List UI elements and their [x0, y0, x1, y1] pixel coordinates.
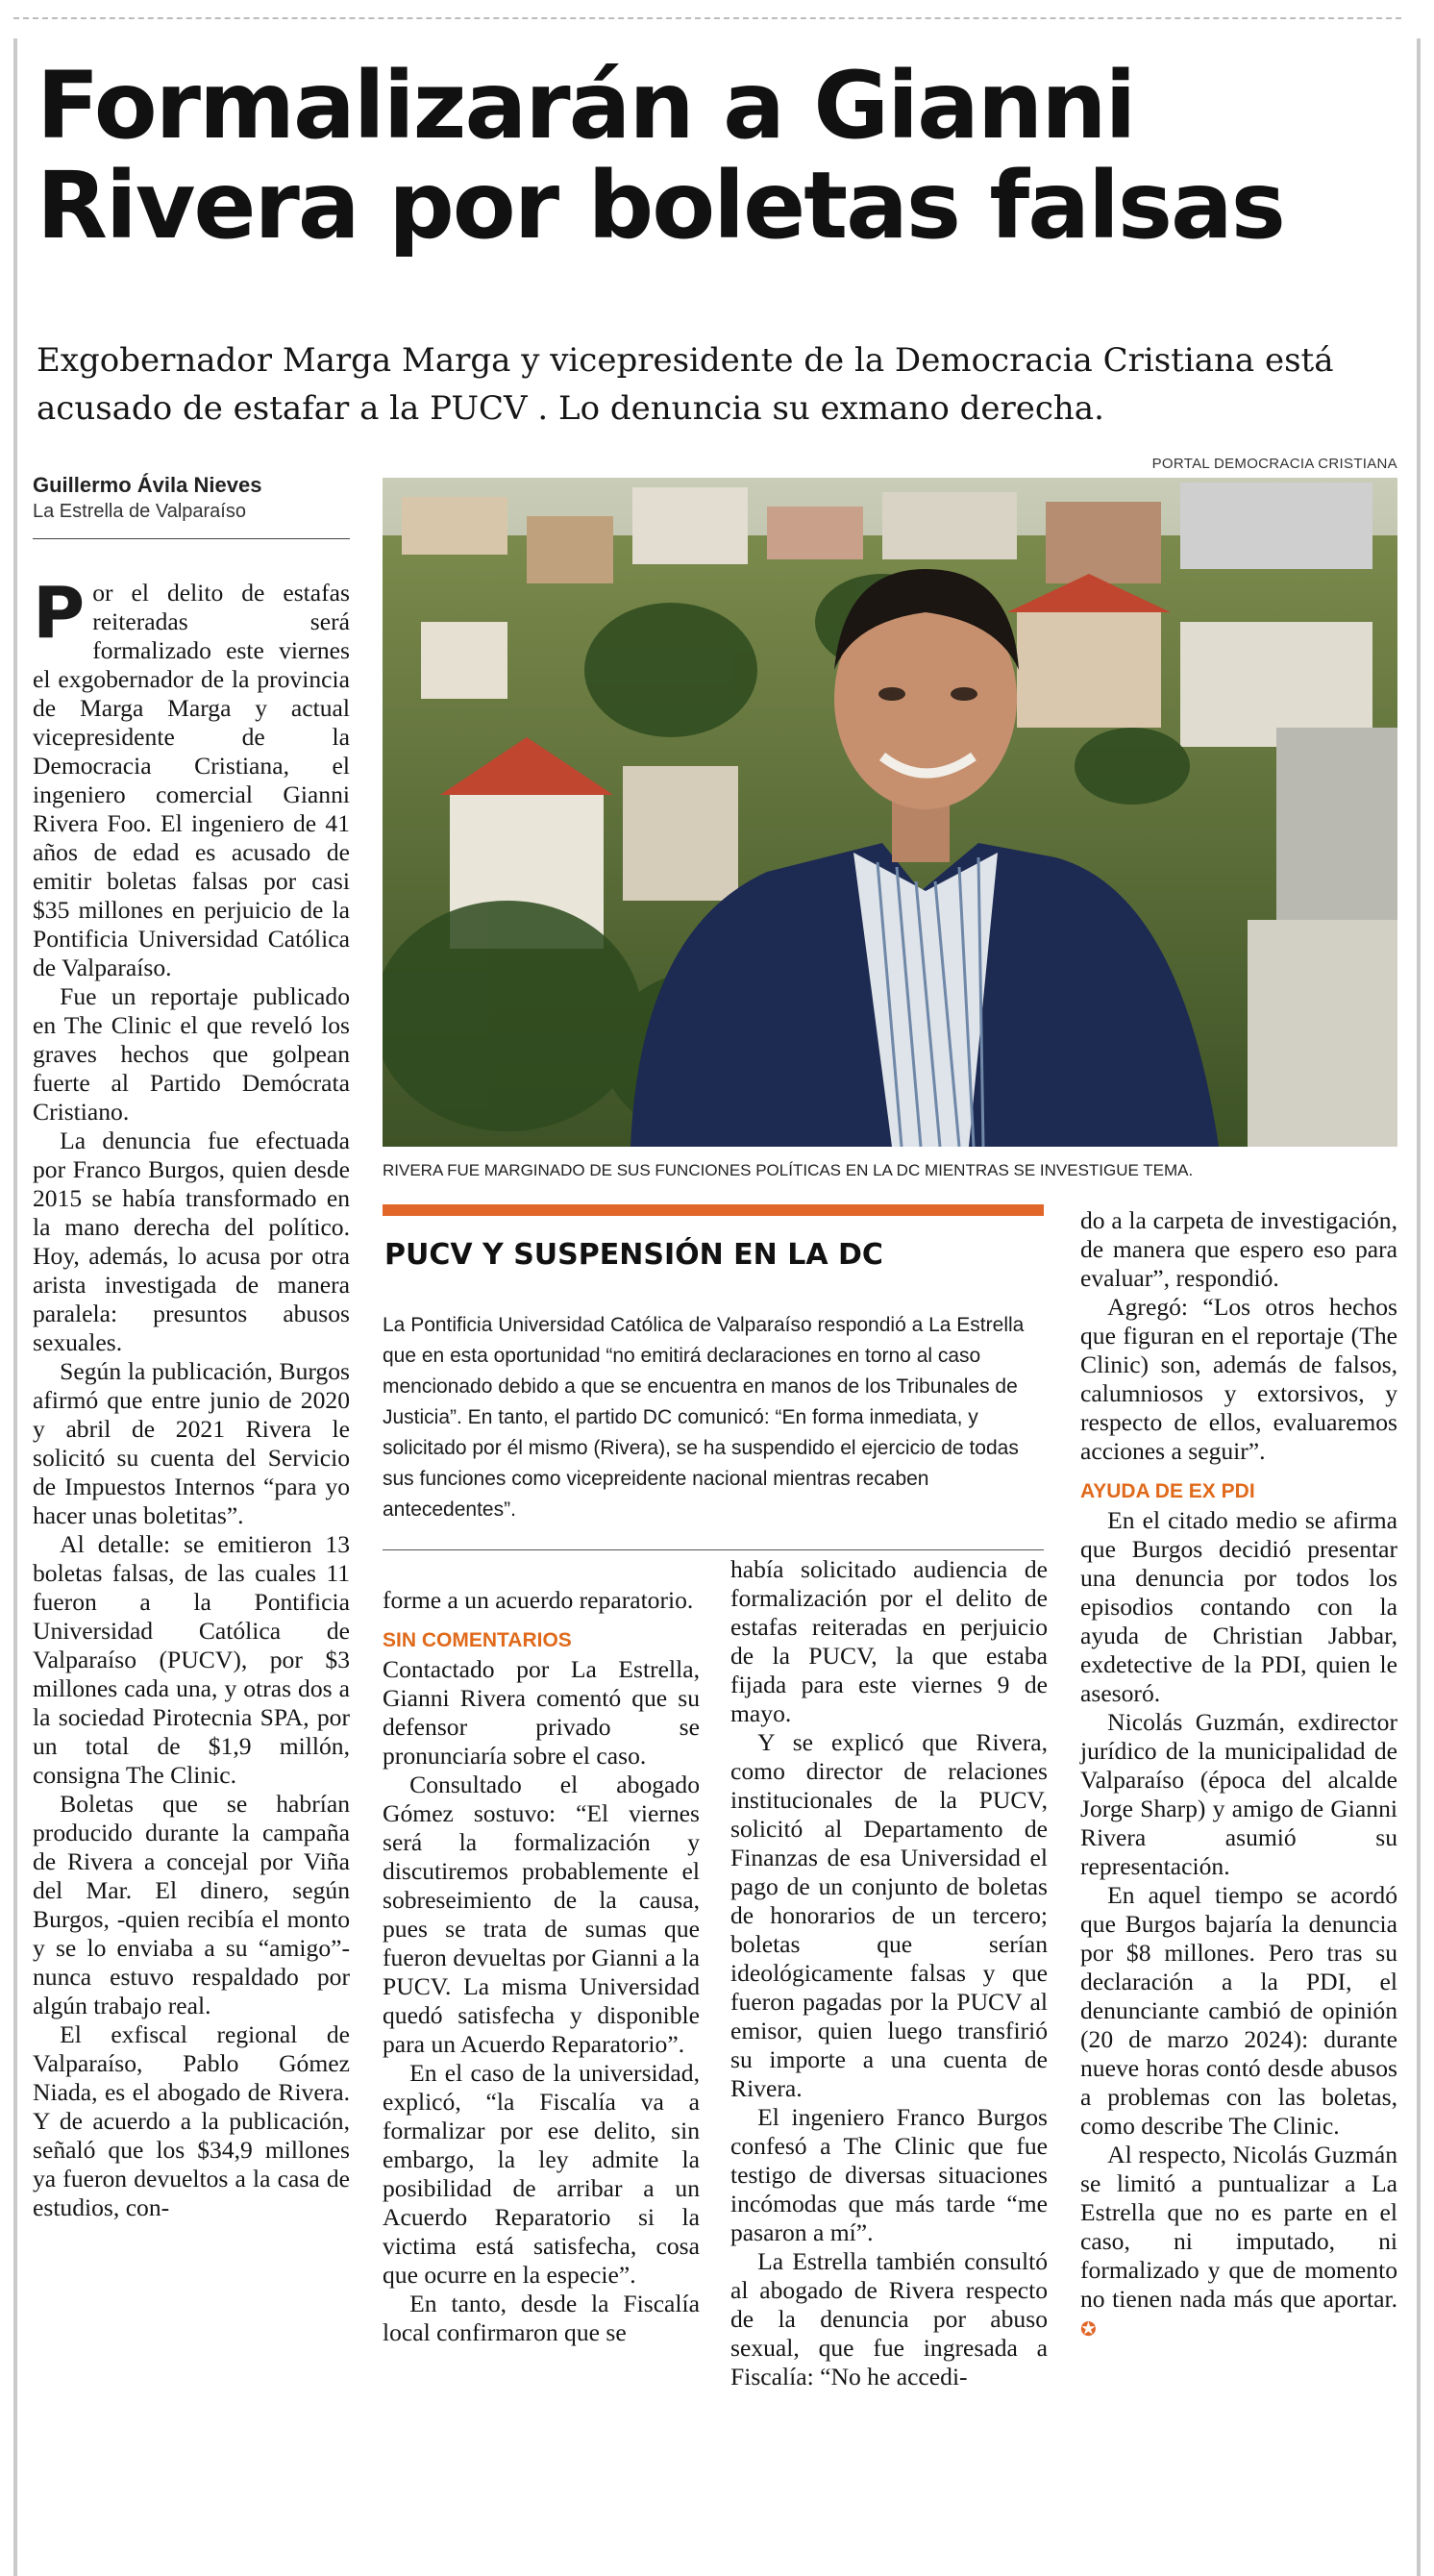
lead-paragraph-text: or el delito de estafas reiteradas será formalizado este viernes el exgobernador de la provincia de Marga Marga y actual vicepresidente de la Democracia Cristiana, el ingeniero comercial Gianni Rivera Foo. El ingeniero de 41 años de edad es acusado de emitir boletas falsas por casi $35 millones en perjuicio de la Pontificia Universidad Católica de Valparaíso.	[33, 579, 350, 981]
body-paragraph: Boletas que se habrían producido durante la campaña de Rivera a concejal por Viña del Mar. El dinero, según Burgos, -quien recibía el monto y se lo enviaba a su “amigo”- nunca estuvo respaldado por algún trabajo real.	[33, 1790, 350, 2019]
top-dashed-rule	[13, 17, 1401, 19]
sidebar-box-body: La Pontificia Universidad Católica de Valparaíso respondió a La Estrella que en esta oportunidad “no emitirá declaraciones en torno al caso mencionado debido a que se encuentra en manos de los Tribunales de Justicia”. En tanto, el partido DC comunicó: “En forma inmediata, y solicitado por él mismo (Rivera), se ha suspendido el ejercicio de todas sus funciones como vicepreidente nacional mientras recaben antecedentes”.	[383, 1314, 1025, 1521]
body-paragraph: Consultado el abogado Gómez sostuvo: “El viernes será la formalización y discutiremos probablemente el sobreseimiento de la causa, pues se trata de sumas que fueron devueltas por Gianni a la PUCV. La misma Universidad quedó satisfecha y disponible para un Acuerdo Reparatorio”.	[383, 1771, 700, 2058]
outlet-name: La Estrella de Valparaíso	[33, 501, 246, 522]
body-paragraph: En el citado medio se afirma que Burgos decidió presentar una denuncia por todos los episodios contando con la ayuda de Christian Jabbar, exdetective de la PDI, quien le asesoró.	[1080, 1506, 1397, 1707]
body-paragraph: do a la carpeta de investigación, de manera que espero eso para evaluar”, respondió.	[1080, 1206, 1397, 1292]
subheadline: Exgobernador Marga Marga y vicepresidente de la Democracia Cristiana está acusado de estafar a la PUCV . Lo denuncia su exmano derecha.	[37, 341, 1334, 428]
sidebar-box-title: PUCV Y SUSPENSIÓN EN LA DC	[384, 1238, 883, 1272]
body-paragraph: El exfiscal regional de Valparaíso, Pablo Gómez Niada, es el abogado de Rivera. Y de acuerdo a la publicación, señaló que los $34,9 millones ya fueron devueltos a la casa de estudios, con-	[33, 2020, 350, 2221]
body-paragraph: La Estrella también consultó al abogado de Rivera respecto de la denuncia por abuso sexual, que fue ingresada a Fiscalía: “No he accedi-	[730, 2247, 1048, 2390]
lead-paragraph	[33, 572, 350, 982]
dropcap: P	[33, 572, 86, 655]
body-paragraph: Nicolás Guzmán, exdirector jurídico de la municipalidad de Valparaíso (época del alcalde Jorge Sharp) y amigo de Gianni Rivera asumió su representación.	[1080, 1708, 1397, 1880]
article-column-4	[1080, 1206, 1397, 2343]
body-paragraph: Al detalle: se emitieron 13 boletas falsas, de las cuales 11 fueron a la Pontificia Universidad Católica de Valparaíso (PUCV), por $3 millones cada una, y otras dos a la sociedad Pirotecnia SPA, por un total de $1,9 millón, consigna The Clinic.	[33, 1530, 350, 1789]
section-title-sin-comentarios: SIN COMENTARIOS	[383, 1629, 572, 1651]
body-paragraph: Contactado por La Estrella, Gianni Rivera comentó que su defensor privado se pronunciaría sobre el caso.	[383, 1655, 700, 1770]
left-margin-bar	[13, 38, 17, 2576]
body-paragraph: La denuncia fue efectuada por Franco Burgos, quien desde 2015 se había transformado en la mano derecha del político. Hoy, además, lo acusa por otra arista investigada de manera paralela: presuntos abusos sexuales.	[33, 1127, 350, 1356]
final-paragraph	[1080, 2141, 1397, 2343]
right-margin-bar	[1417, 38, 1421, 2576]
body-paragraph: Agregó: “Los otros hechos que figuran en el reportaje (The Clinic) son, además de falsos, calumniosos y extorsivos, y respecto de ellos, evaluaremos acciones a seguir”.	[1080, 1293, 1397, 1465]
body-paragraph: En el caso de la universidad, explicó, “la Fiscalía va a formalizar por ese delito, sin embargo, la ley admite la posibilidad de arribar a un Acuerdo Reparatorio si la victima está satisfecha, cosa que ocurre en la especie”.	[383, 2059, 700, 2289]
final-paragraph-text: Al respecto, Nicolás Guzmán se limitó a puntualizar a La Estrella que no es parte en el caso, ni imputado, ni formalizado y que de momento no tienen nada más que aportar.	[1080, 2141, 1397, 2313]
section-title-ayuda-de-ex-pdi: AYUDA DE EX PDI	[1080, 1480, 1255, 1502]
byline	[33, 472, 350, 524]
byline-rule	[33, 538, 350, 539]
photo-credit: PORTAL DEMOCRACIA CRISTIANA	[1151, 456, 1397, 472]
body-paragraph: Y se explicó que Rivera, como director de relaciones institucionales de la PUCV, solicitó al Departamento de Finanzas de esa Universidad el pago de un conjunto de boletas de honorarios de un tercero; boletas que serían ideológicamente falsas y que fueron pagadas por la PUCV al emisor, quien luego transfirió su importe a una cuenta de Rivera.	[730, 1728, 1048, 2102]
body-paragraph: En aquel tiempo se acordó que Burgos bajaría la denuncia por $8 millones. Pero tras su declaración a la PDI, el denunciante cambió de opinión (20 de marzo 2024): durante nueve horas contó desde abusos a problemas con las boletas, como describe The Clinic.	[1080, 1881, 1397, 2140]
author-name: Guillermo Ávila Nieves	[33, 473, 262, 497]
sidebar-box-rule	[383, 1549, 1044, 1550]
end-mark-icon: ✪	[1080, 2317, 1097, 2341]
headline: Formalizarán a Gianni Rivera por boletas falsas	[37, 52, 1284, 260]
article-column-1	[33, 572, 350, 2222]
photo-illustration	[383, 478, 1397, 1147]
body-paragraph: Fue un reportaje publicado en The Clinic el que reveló los graves hechos que golpean fuerte al Partido Demócrata Cristiano.	[33, 982, 350, 1126]
sidebar-box-accent-bar	[383, 1204, 1044, 1216]
body-paragraph: había solicitado audiencia de formalización por el delito de estafas reiteradas en perjuicio de la PUCV, la que estaba fijada para este viernes 9 de mayo.	[730, 1555, 1048, 1727]
body-paragraph: En tanto, desde la Fiscalía local confirmaron que se	[383, 2290, 700, 2346]
body-paragraph: forme a un acuerdo reparatorio.	[383, 1586, 694, 1614]
article-column-2	[383, 1586, 700, 2347]
photo-caption: RIVERA FUE MARGINADO DE SUS FUNCIONES POLÍTICAS EN LA DC MIENTRAS SE INVESTIGUE TEMA.	[383, 1161, 1194, 1179]
body-paragraph: El ingeniero Franco Burgos confesó a The Clinic que fue testigo de diversas situaciones incómodas que más tarde “me pasaron a mí”.	[730, 2103, 1048, 2246]
body-paragraph: Según la publicación, Burgos afirmó que entre junio de 2020 y abril de 2021 Rivera le solicitó su cuenta del Servicio de Impuestos Internos “para yo hacer unas boletitas”.	[33, 1357, 350, 1529]
article-photo	[383, 478, 1397, 1147]
article-column-3	[730, 1555, 1048, 2391]
